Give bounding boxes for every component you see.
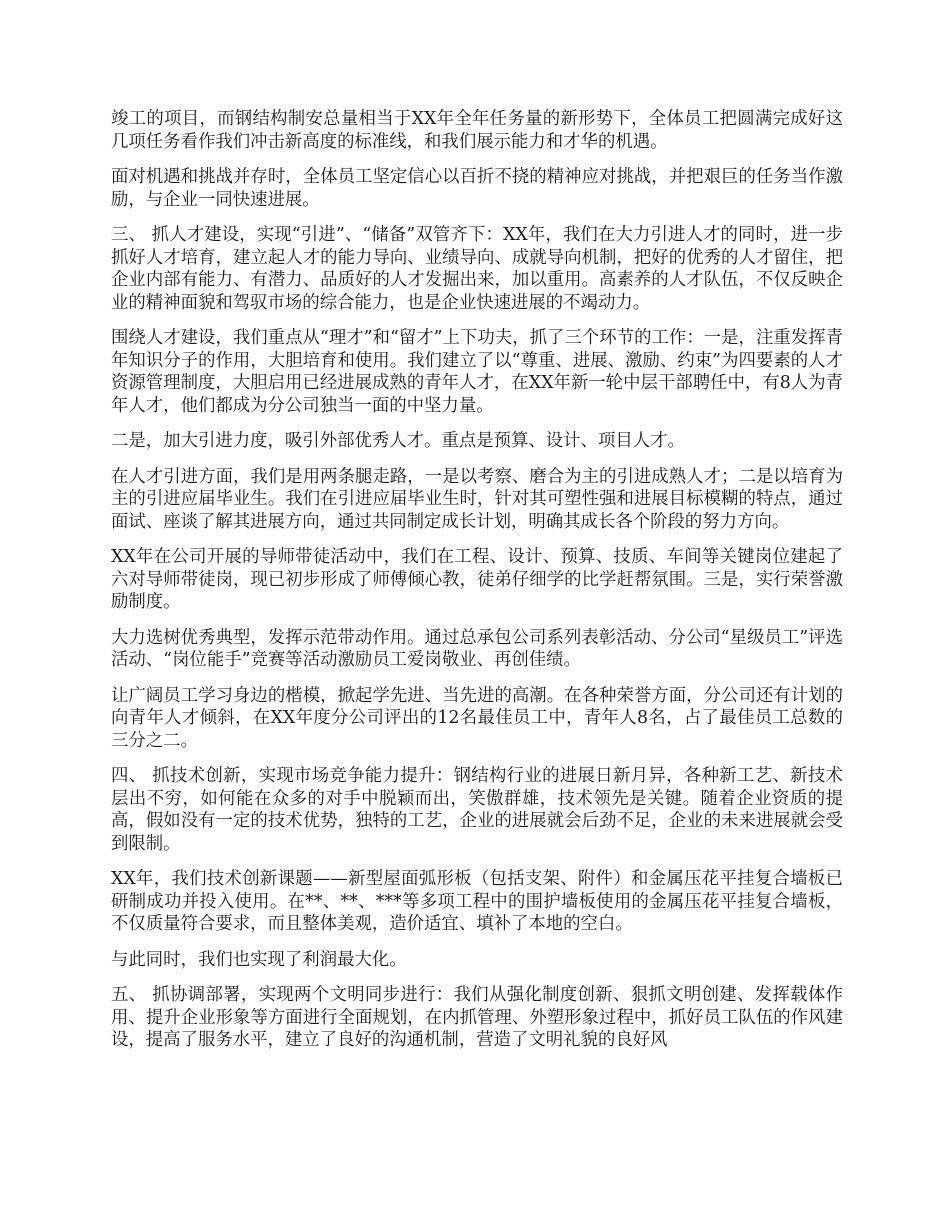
document-body bbox=[111, 108, 843, 1065]
paragraph-12: 与此同时，我们也实现了利润最大化。 bbox=[111, 949, 407, 970]
paragraph-7: XX年在公司开展的导师带徒活动中，我们在工程、设计、预算、技质、车间等关键岗位建起了六对导师带徒岗，现已初步形成了师傅倾心教，徒弟仔细学的比学赶帮氛围。三是，实行荣誉激励制度。 bbox=[111, 547, 843, 612]
paragraph-6: 在人才引进方面，我们是用两条腿走路，一是以考察、磨合为主的引进成熟人才；二是以培育为主的引进应届毕业生。我们在引进应届毕业生时，针对其可塑性强和进展目标模糊的特点，通过面试、座谈了解其进展方向，通过共同制定成长计划，明确其成长各个阶段的努力方向。 bbox=[111, 466, 843, 532]
paragraph-11: XX年，我们技术创新课题——新型屋面弧形板（包括支架、附件）和金属压花平挂复合墙板已研制成功并投入使用。在**、**、***等多项工程中的围护墙板使用的金属压花平挂复合墙板，不仅质量符合要求，而且整体美观，造价适宜、填补了本地的空白。 bbox=[111, 869, 843, 934]
paragraph-1: 竣工的项目，而钢结构制安总量相当于XX年全年任务量的新形势下，全体员工把圆满完成好这几项任务看作我们冲击新高度的标准线，和我们展示能力和才华的机遇。 bbox=[111, 109, 843, 152]
paragraph-13: 五、 抓协调部署，实现两个文明同步进行：我们从强化制度创新、狠抓文明创建、发挥载体作用、提升企业形象等方面进行全面规划，在内抓管理、外塑形象过程中，抓好员工队伍的作风建设，提高了服务水平，建立了良好的沟通机制，营造了文明礼貌的良好风 bbox=[111, 985, 843, 1050]
paragraph-9: 让广阔员工学习身边的楷模，掀起学先进、当先进的高潮。在各种荣誉方面，分公司还有计划的向青年人才倾斜，在XX年度分公司评出的12名最佳员工中，青年人8名，占了最佳员工总数的三分之二。 bbox=[111, 685, 843, 751]
paragraph-3: 三、 抓人才建设，实现“引进”、“储备”双管齐下：XX年，我们在大力引进人才的同时，进一步抓好人才培育，建立起人才的能力导向、业绩导向、成就导向机制，把好的优秀的人才留住，把企业内部有能力、有潜力、品质好的人才发掘出来，加以重用。高素养的人才队伍，不仅反映企业的精神面貌和驾驭市场的综合能力，也是企业快速进展的不竭动力。 bbox=[111, 225, 843, 313]
paragraph-4: 围绕人才建设，我们重点从“理才”和“留才”上下功夫，抓了三个环节的工作：一是，注重发挥青年知识分子的作用，大胆培育和使用。我们建立了以“尊重、进展、激励、约束”为四要素的人才资源管理制度，大胆启用已经进展成熟的青年人才，在XX年新一轮中层干部聘任中，有8人为青年人才，他们都成为分公司独当一面的中坚力量。 bbox=[111, 328, 843, 416]
paragraph-10: 四、 抓技术创新，实现市场竞争能力提升：钢结构行业的进展日新月异，各种新工艺、新技术层出不穷，如何能在众多的对手中脱颖而出，笑傲群雄，技术领先是关键。随着企业资质的提高，假如没有一定的技术优势，独特的工艺，企业的进展就会后劲不足，企业的未来进展就会受到限制。 bbox=[111, 766, 843, 854]
paragraph-2: 面对机遇和挑战并存时，全体员工坚定信心以百折不挠的精神应对挑战，并把艰巨的任务当作激励，与企业一同快速进展。 bbox=[111, 167, 843, 210]
paragraph-8: 大力选树优秀典型，发挥示范带动作用。通过总承包公司系列表彰活动、分公司“星级员工”评选活动、“岗位能手”竞赛等活动激励员工爱岗敬业、再创佳绩。 bbox=[111, 627, 843, 670]
paragraph-5: 二是，加大引进力度，吸引外部优秀人才。重点是预算、设计、项目人才。 bbox=[111, 431, 685, 451]
